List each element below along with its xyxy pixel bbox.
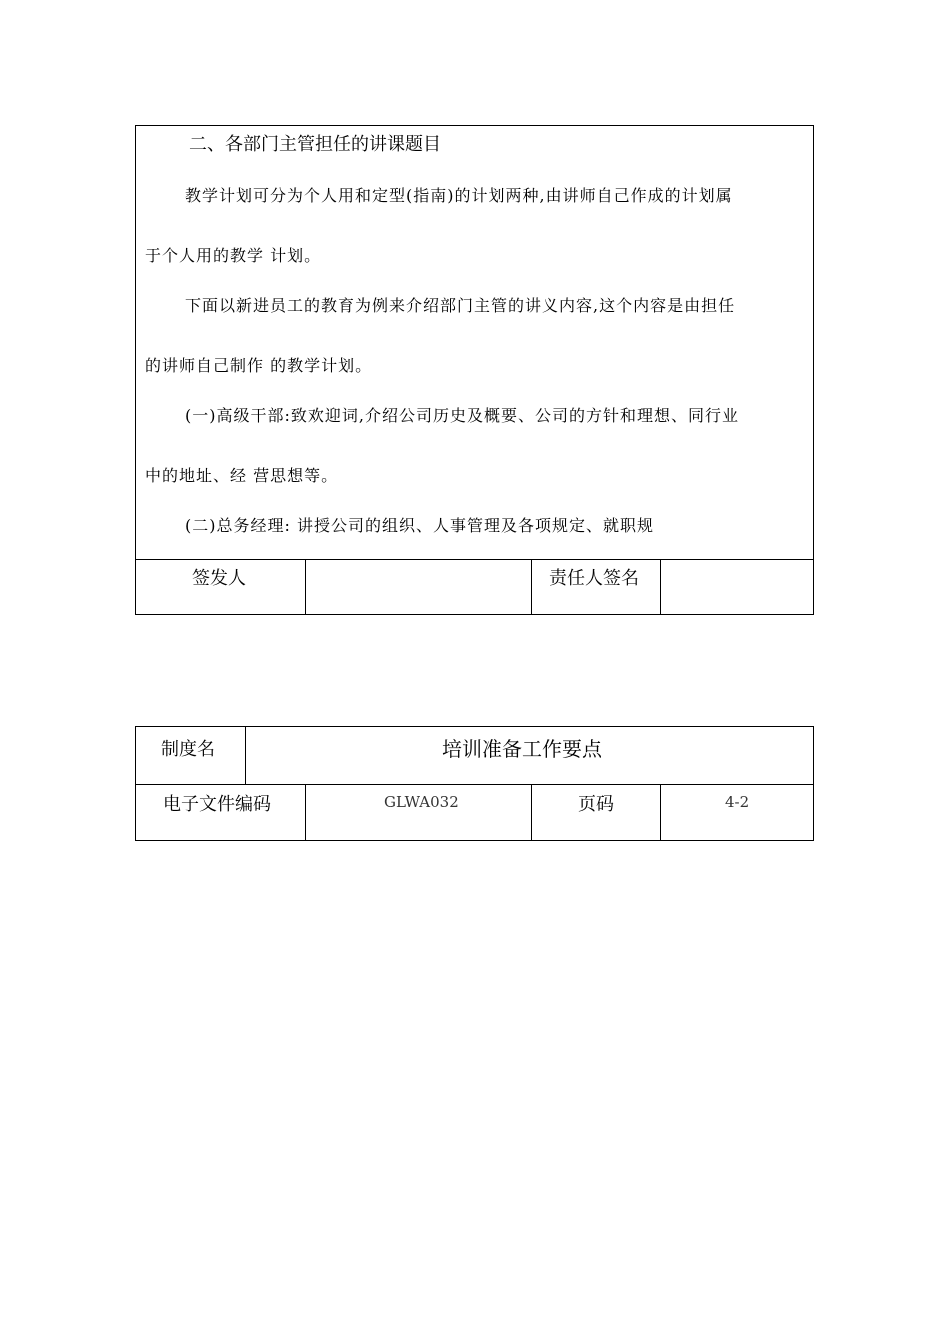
- divider: [245, 727, 246, 784]
- paragraph-line: 于个人用的教学 计划。: [145, 246, 322, 265]
- paragraph-line: 中的地址、经 营思想等。: [145, 466, 339, 485]
- divider: [660, 784, 661, 841]
- section-heading: 二、各部门主管担任的讲课题目: [189, 134, 441, 155]
- paragraph-line: (二)总务经理: 讲授公司的组织、人事管理及各项规定、就职规: [185, 516, 654, 535]
- divider: [660, 559, 661, 615]
- responsible-signature-label: 责任人签名: [549, 568, 639, 589]
- file-code-value: GLWA032: [384, 793, 459, 811]
- system-name-label: 制度名: [161, 739, 215, 760]
- content-table: [135, 125, 814, 615]
- paragraph-line: 教学计划可分为个人用和定型(指南)的计划两种,由讲师自己作成的计划属: [185, 186, 733, 205]
- file-code-label: 电子文件编码: [163, 794, 271, 815]
- paragraph-line: (一)高级干部:致欢迎词,介绍公司历史及概要、公司的方针和理想、同行业: [185, 406, 739, 425]
- divider: [305, 559, 306, 615]
- paragraph-line: 的讲师自己制作 的教学计划。: [145, 356, 373, 375]
- system-name-value: 培训准备工作要点: [442, 737, 602, 761]
- info-table: [135, 726, 814, 841]
- divider: [531, 784, 532, 841]
- page-number-value: 4-2: [725, 793, 750, 811]
- divider: [136, 784, 813, 785]
- paragraph-line: 下面以新进员工的教育为例来介绍部门主管的讲义内容,这个内容是由担任: [185, 296, 736, 315]
- divider: [136, 559, 813, 560]
- page-label: 页码: [578, 794, 614, 815]
- issuer-label: 签发人: [192, 568, 246, 589]
- divider: [305, 784, 306, 841]
- divider: [531, 559, 532, 615]
